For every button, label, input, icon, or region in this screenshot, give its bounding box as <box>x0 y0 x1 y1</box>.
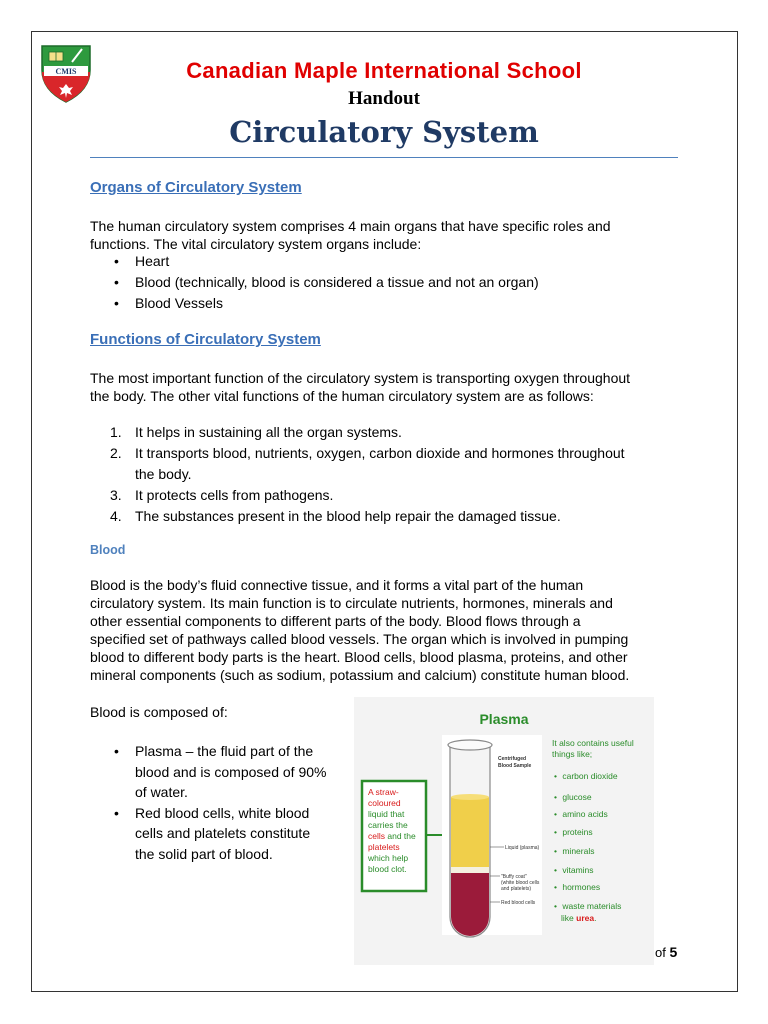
list-item <box>90 485 680 506</box>
tube-header: Centrifuged <box>498 756 527 762</box>
box-text: coloured <box>368 798 401 808</box>
page-of-label: of <box>655 945 670 960</box>
right-item: • glucose <box>554 792 592 802</box>
list-number: 2. <box>110 445 122 461</box>
list-number: 4. <box>110 508 122 524</box>
right-item: • carbon dioxide <box>554 771 618 781</box>
figure-title: Plasma <box>479 711 529 727</box>
document-type: Handout <box>348 88 420 109</box>
page-title: Circulatory System <box>229 115 539 149</box>
functions-list <box>90 422 680 527</box>
right-item: • amino acids <box>554 809 608 819</box>
list-item: • Heart <box>90 251 539 272</box>
list-item <box>90 506 680 527</box>
buffy-coat-layer <box>451 867 489 873</box>
paragraph-line: other essential components to different parts of the body. Blood flows through a <box>90 613 581 629</box>
organs-intro-line: The human circulatory system comprises 4 main organs that have specific roles and <box>90 218 611 234</box>
list-text: the solid part of blood. <box>135 845 273 862</box>
logo-lettering: CMIS <box>55 67 77 76</box>
list-text: • Plasma – the fluid part of the <box>135 743 314 759</box>
plasma-surface <box>451 794 489 800</box>
composed-label: Blood is composed of: <box>90 704 228 720</box>
tube-rim <box>448 740 492 750</box>
paragraph-line: Blood is the body’s fluid connective tissue, and it forms a vital part of the human <box>90 577 584 593</box>
label-liquid: Liquid (plasma) <box>505 845 540 851</box>
box-text: liquid that <box>368 809 405 819</box>
plasma-layer <box>451 797 489 867</box>
list-text: cells and platelets constitute <box>135 825 311 841</box>
right-item: • minerals <box>554 846 595 856</box>
functions-intro-line: the body. The other vital functions of the human circulatory system are as follows: <box>90 388 594 404</box>
list-text: • Red blood cells, white blood <box>135 804 310 821</box>
paragraph-line: specified set of pathways called blood vessels. The organ which is involved in pumping <box>90 631 629 647</box>
blood-heading: Blood <box>90 543 126 557</box>
list-text: blood and is composed of 90% <box>135 763 327 780</box>
list-text: It helps in sustaining all the organ systems. <box>135 424 402 440</box>
organs-intro <box>90 217 680 253</box>
box-text: blood clot. <box>368 864 407 874</box>
plasma-figure <box>354 697 654 965</box>
page-number <box>655 944 677 960</box>
right-item: • vitamins <box>554 865 594 875</box>
functions-heading: Functions of Circulatory System <box>90 331 321 348</box>
list-item <box>90 422 680 443</box>
paragraph-line: mineral components (such as sodium, potassium and calcium) constitute human blood. <box>90 667 630 683</box>
list-item <box>90 443 680 485</box>
list-item <box>90 741 326 803</box>
organs-heading: Organs of Circulatory System <box>90 179 302 196</box>
label-buffy: and platelets) <box>501 886 532 892</box>
list-text: The substances present in the blood help repair the damaged tissue. <box>135 508 561 524</box>
box-text: carries the <box>368 820 408 830</box>
box-text: which help <box>368 853 409 863</box>
right-item: • proteins <box>554 827 593 837</box>
school-name: Canadian Maple International School <box>186 58 582 83</box>
paragraph-line: blood to different body parts is the heart. Blood cells, blood plasma, proteins, and other <box>90 649 628 665</box>
paragraph-line: circulatory system. Its main function is to circulate nutrients, hormones, minerals and <box>90 595 613 611</box>
label-buffy: (white blood cells <box>501 880 540 886</box>
list-number: 3. <box>110 487 122 503</box>
right-intro: things like; <box>552 749 593 759</box>
label-buffy: "Buffy coat" <box>501 874 527 880</box>
box-text: and the <box>387 831 416 841</box>
box-text <box>368 831 416 841</box>
box-text: A straw- <box>368 787 399 797</box>
box-text: platelets <box>368 842 400 852</box>
functions-intro-line: The most important function of the circulatory system is transporting oxygen throughout <box>90 370 631 386</box>
list-text: the body. <box>135 466 192 482</box>
list-item: • Blood Vessels <box>90 293 539 314</box>
list-number: 1. <box>110 424 122 440</box>
label-rbc: Red blood cells <box>501 900 536 906</box>
total-pages: 5 <box>669 944 678 960</box>
list-text: It transports blood, nutrients, oxygen, carbon dioxide and hormones throughout <box>135 445 625 461</box>
right-intro: It also contains useful <box>552 738 634 748</box>
composition-list <box>90 741 326 864</box>
right-item: • waste materials <box>554 901 622 911</box>
title-divider <box>90 157 678 158</box>
organs-list <box>90 251 539 314</box>
tube-header: Blood Sample <box>498 763 532 769</box>
list-item: • Blood (technically, blood is considered a tissue and not an organ) <box>90 272 539 293</box>
red-cell-layer <box>451 873 489 936</box>
right-item: • hormones <box>554 882 601 892</box>
blood-paragraph <box>90 576 680 684</box>
list-text: It protects cells from pathogens. <box>135 487 334 503</box>
box-text-highlight: cells <box>368 831 386 841</box>
list-text: of water. <box>135 784 188 800</box>
list-item <box>90 803 326 865</box>
plasma-diagram <box>354 697 654 965</box>
right-item-cont: like urea. <box>561 913 597 923</box>
functions-intro <box>90 369 680 405</box>
organs-intro-line: functions. The vital circulatory system organs include: <box>90 236 422 252</box>
